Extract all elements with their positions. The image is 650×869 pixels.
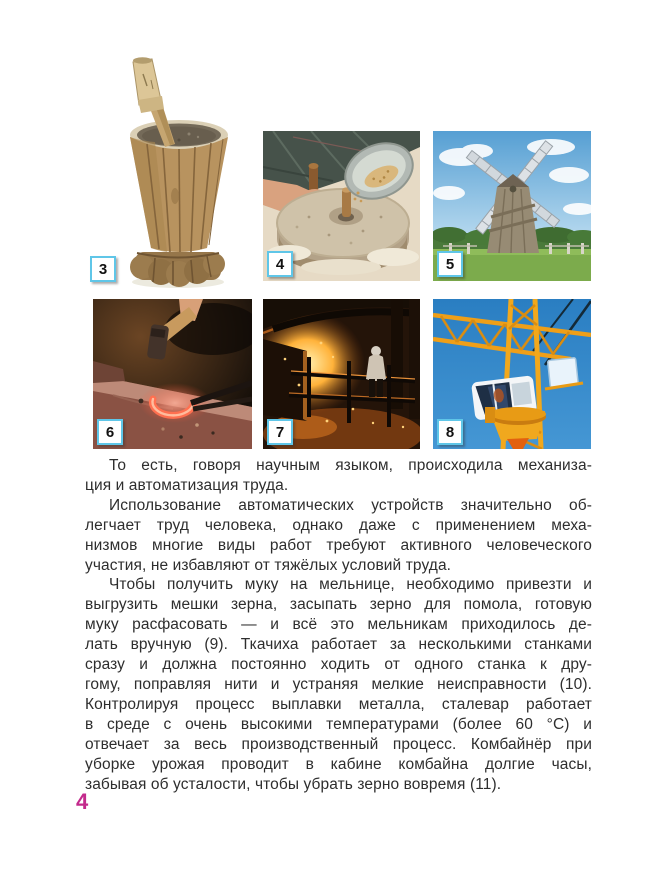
figure-label-3: 3 bbox=[90, 256, 116, 282]
body-text bbox=[85, 456, 592, 794]
text-line: лать вручную (9). Ткачиха работает за несколькими станками bbox=[85, 636, 592, 654]
photo-windmill bbox=[433, 131, 591, 281]
text-line: выгрузить мешки зерна, засыпать зерно для помола, готовую bbox=[85, 596, 592, 614]
text-line: уборке урожая проводит в кабине комбайна долгие часы, bbox=[85, 755, 592, 773]
figure-label-4: 4 bbox=[267, 251, 293, 277]
text-line: легчает труд человека, однако даже с применением меха- bbox=[85, 516, 592, 534]
text-line: ция и автоматизация труда. bbox=[85, 476, 289, 494]
photo-foundry bbox=[263, 299, 420, 449]
photo-hand-millstone bbox=[263, 131, 420, 281]
text-line: отвечает за весь производственный процесс. Комбайнёр при bbox=[85, 735, 592, 753]
mortar-pestle-illustration bbox=[85, 56, 235, 290]
figure-label-5: 5 bbox=[437, 251, 463, 277]
figure-label-6: 6 bbox=[97, 419, 123, 445]
photo-tower-crane bbox=[433, 299, 591, 449]
text-line: Контролируя процесс выплавки металла, сталевар работает bbox=[85, 695, 592, 713]
text-line: в среде с очень высокими температурами (более 60 °C) и bbox=[85, 715, 592, 733]
text-line: Чтобы получить муку на мельнице, необходимо привезти и bbox=[109, 576, 592, 594]
figure-label-8: 8 bbox=[437, 419, 463, 445]
text-line: участия, не избавляют от тяжёлых условий труда. bbox=[85, 556, 452, 574]
text-line: муку расфасовать — и всё это мельникам приходилось де- bbox=[85, 616, 592, 634]
photo-mortar-pestle bbox=[85, 56, 235, 290]
text-line: низмов многие виды работ требуют активного человеческого bbox=[85, 536, 592, 554]
text-line: гому, поправляя нити и устраняя мелкие неисправности (10). bbox=[85, 675, 592, 693]
text-line: Использование автоматических устройств значительно об- bbox=[109, 496, 592, 514]
text-line: сразу и должна постоянно ходить от одного станка к дру- bbox=[85, 656, 592, 674]
figure-label-7: 7 bbox=[267, 419, 293, 445]
text-line: забывая об усталости, чтобы убрать зерно вовремя (11). bbox=[85, 775, 502, 793]
photo-blacksmith bbox=[93, 299, 252, 449]
page-number: 4 bbox=[76, 789, 89, 814]
text-line: То есть, говоря научным языком, происходила механиза- bbox=[109, 457, 592, 474]
